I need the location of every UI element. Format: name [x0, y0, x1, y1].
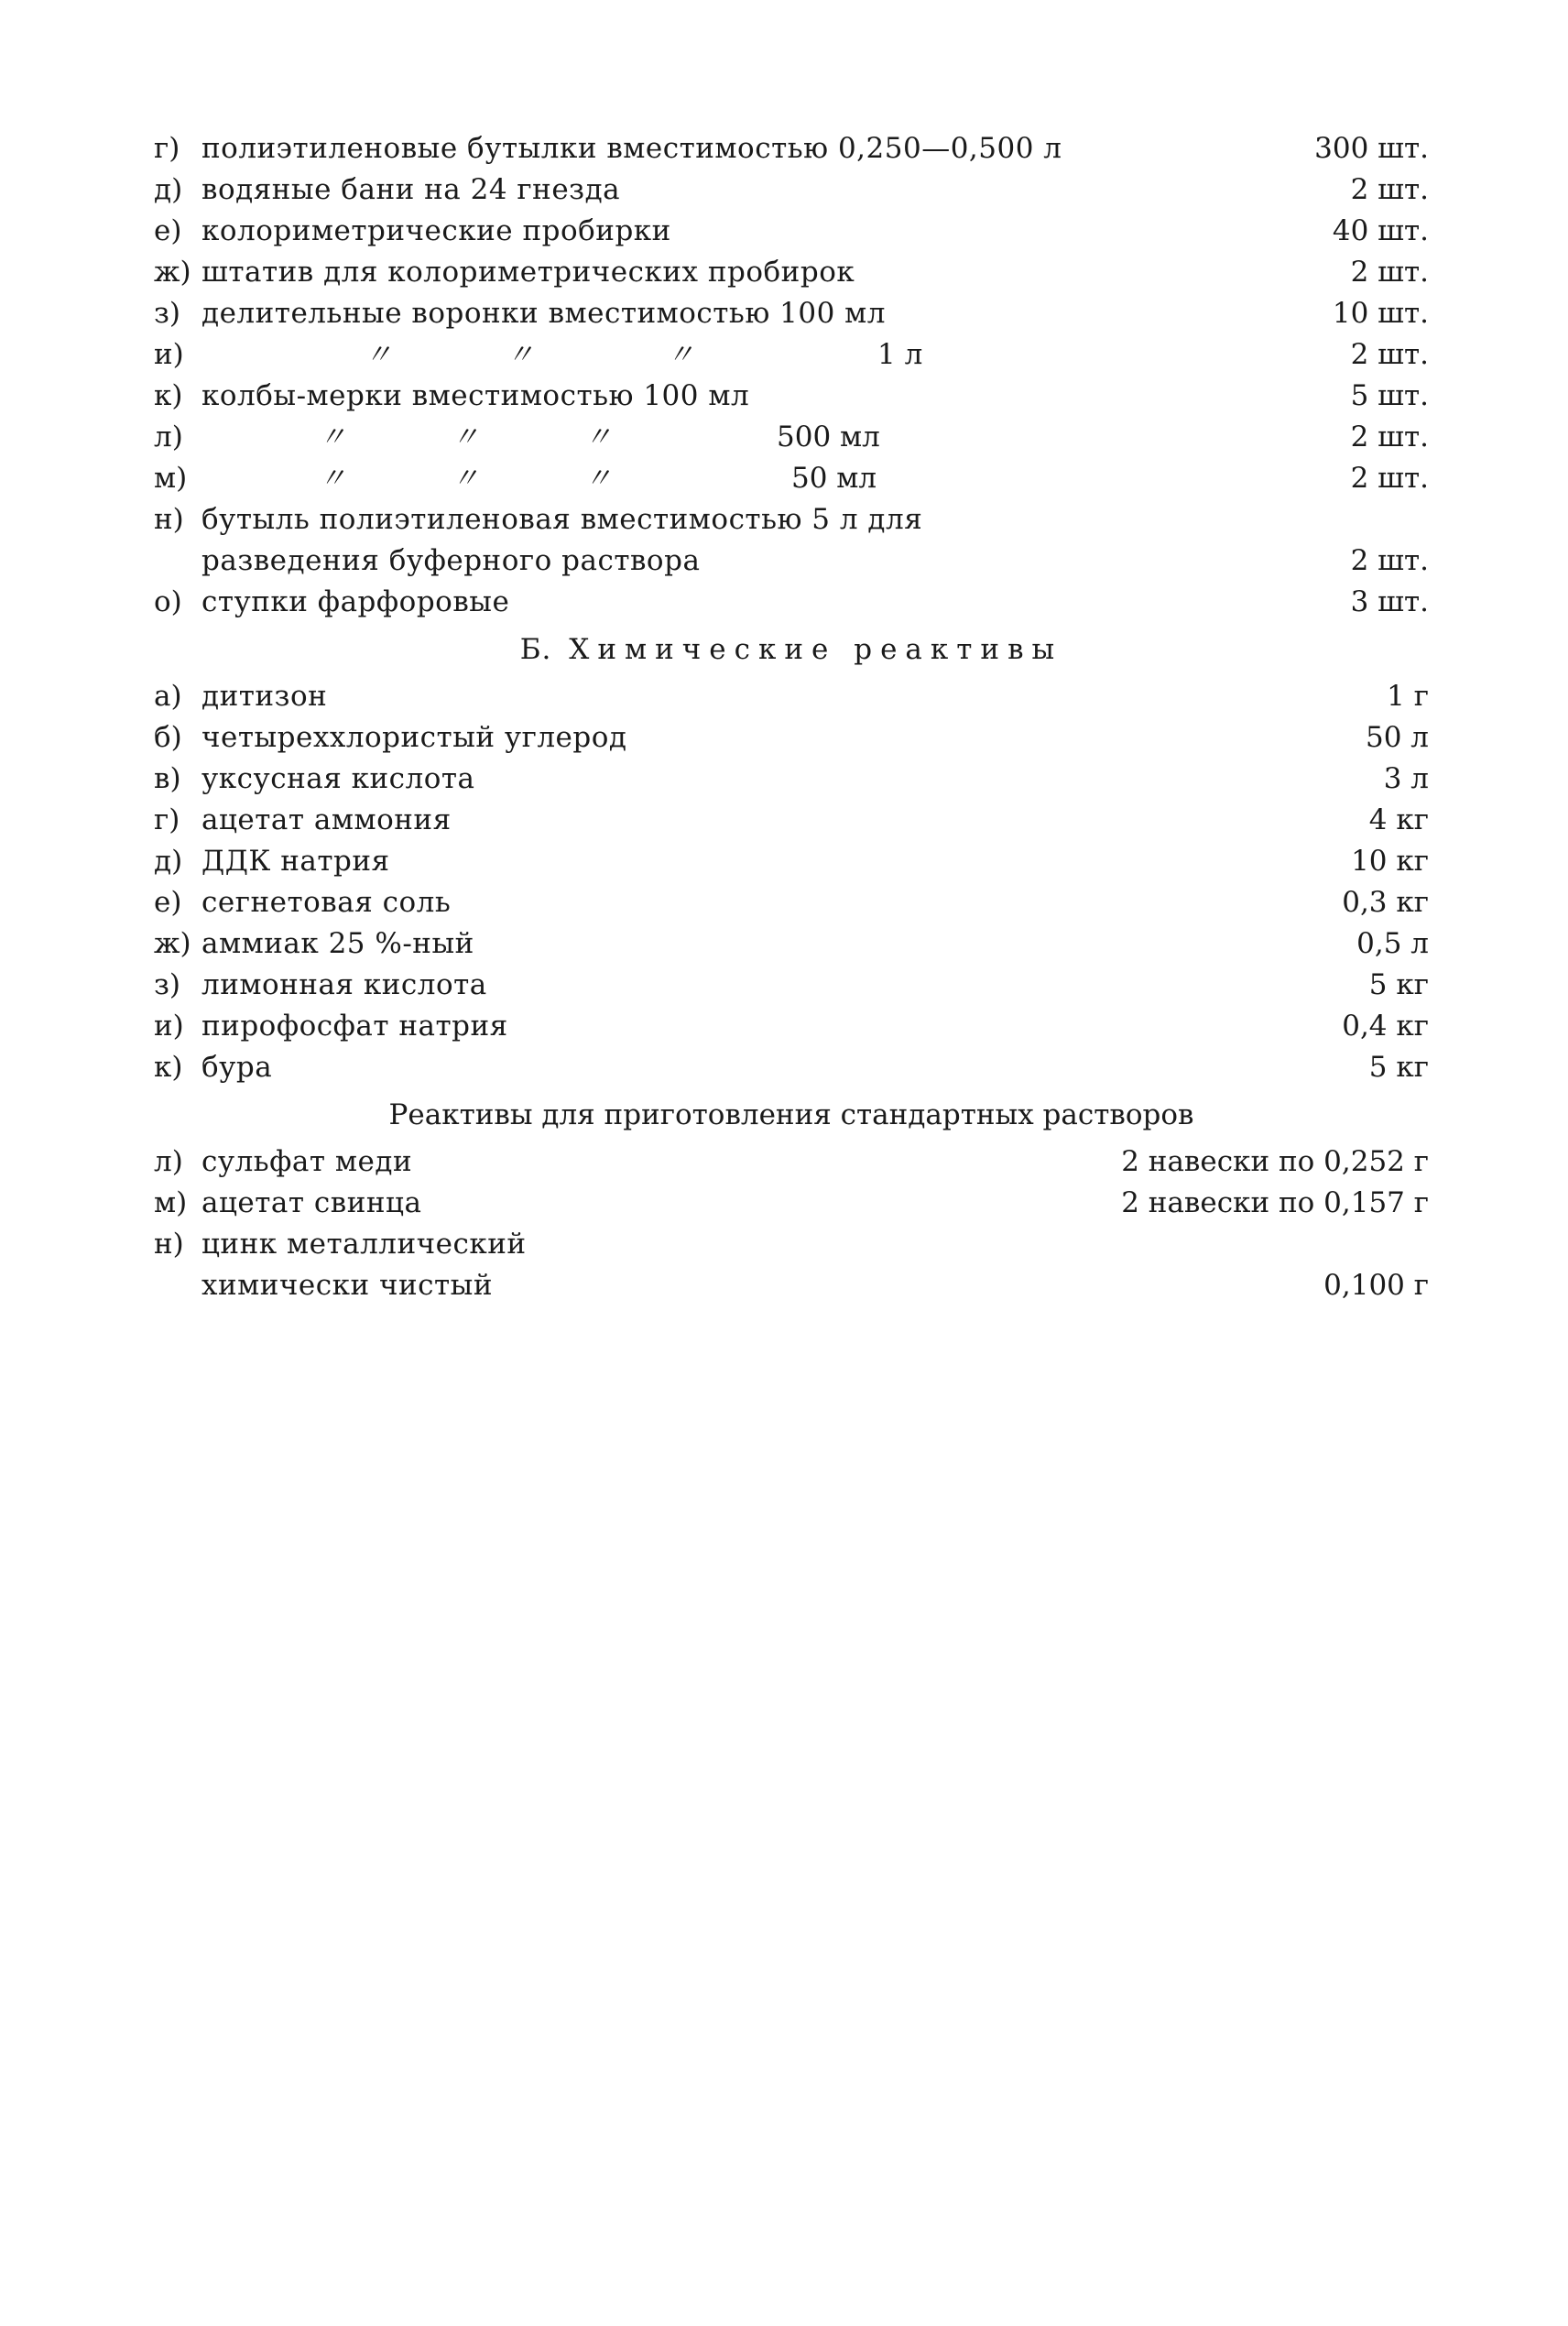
item-quantity: 2 шт.: [1350, 256, 1429, 289]
list-item: [154, 417, 1429, 458]
subsection-heading: Реактивы для приготовления стандартных растворов: [388, 1098, 1194, 1131]
list-item: [154, 759, 1429, 800]
item-text: четыреххлористый углерод: [201, 721, 627, 754]
ditto-mark: 〃: [452, 463, 479, 495]
item-text: ацетат свинца: [201, 1186, 422, 1219]
list-item: [154, 211, 1429, 252]
list-item: [154, 582, 1429, 623]
item-letter: е): [154, 214, 182, 247]
item-quantity: 2 шт.: [1350, 173, 1429, 206]
item-quantity: 0,100 г: [1323, 1269, 1429, 1302]
item-text: дитизон: [201, 680, 328, 713]
item-letter: з): [154, 297, 181, 330]
item-letter: г): [154, 803, 180, 836]
item-text: ДДК натрия: [201, 845, 390, 878]
item-volume: 1 л: [877, 338, 923, 371]
list-item: [154, 376, 1429, 417]
apparatus-list: [154, 128, 1429, 623]
item-quantity: 0,4 кг: [1342, 1010, 1429, 1043]
item-letter: и): [154, 338, 184, 371]
item-text: колориметрические пробирки: [201, 214, 671, 247]
item-text: водяные бани на 24 гнезда: [201, 173, 621, 206]
item-letter: з): [154, 968, 181, 1001]
ditto-mark: 〃: [584, 463, 612, 495]
item-text: пирофосфат натрия: [201, 1010, 508, 1043]
item-letter: ж): [154, 927, 191, 960]
item-quantity: 0,3 кг: [1342, 886, 1429, 919]
list-item: [154, 293, 1429, 334]
item-quantity: 1 г: [1387, 680, 1429, 713]
list-item: [154, 169, 1429, 211]
item-letter: е): [154, 886, 182, 919]
section-heading: [154, 623, 1429, 676]
list-item: [154, 458, 1429, 499]
item-letter: и): [154, 1010, 184, 1043]
reagents-list: [154, 676, 1429, 1088]
ditto-mark: 〃: [319, 463, 346, 495]
item-quantity: 5 кг: [1368, 1051, 1429, 1084]
item-letter: к): [154, 1051, 183, 1084]
item-quantity: 2 навески по 0,157 г: [1121, 1186, 1429, 1219]
item-text: химически чистый: [201, 1269, 494, 1302]
ditto-mark: 〃: [667, 339, 694, 371]
item-quantity: 10 кг: [1351, 845, 1429, 878]
item-quantity: 3 л: [1383, 762, 1429, 795]
list-item: [154, 965, 1429, 1006]
item-letter: б): [154, 721, 182, 754]
item-letter: д): [154, 845, 183, 878]
item-letter: а): [154, 680, 182, 713]
item-letter: н): [154, 503, 184, 536]
item-text: бутыль полиэтиленовая вместимостью 5 л для: [201, 503, 923, 536]
item-quantity: 2 шт.: [1350, 462, 1429, 495]
section-title: Химические реактивы: [569, 633, 1063, 666]
item-quantity: 2 шт.: [1350, 338, 1429, 371]
item-text: ступки фарфоровые: [201, 585, 510, 618]
item-letter: в): [154, 762, 181, 795]
item-quantity: 10 шт.: [1332, 297, 1429, 330]
item-text: сегнетовая соль: [201, 886, 452, 919]
item-letter: ж): [154, 256, 191, 289]
item-text: цинк металлический: [201, 1228, 527, 1261]
ditto-mark: 〃: [584, 421, 612, 453]
list-item: [154, 334, 1429, 376]
list-item: [154, 1047, 1429, 1088]
item-letter: к): [154, 379, 183, 412]
list-item: [154, 541, 1429, 582]
list-item: [154, 252, 1429, 293]
item-letter: г): [154, 132, 180, 165]
item-quantity: 2 шт.: [1350, 544, 1429, 577]
list-item: [154, 800, 1429, 841]
item-text: лимонная кислота: [201, 968, 487, 1001]
item-quantity: 2 шт.: [1350, 420, 1429, 453]
ditto-mark: 〃: [319, 421, 346, 453]
list-item: [154, 923, 1429, 965]
item-quantity: 5 кг: [1368, 968, 1429, 1001]
list-item: [154, 1265, 1429, 1306]
item-text: делительные воронки вместимостью 100 мл: [201, 297, 886, 330]
item-letter: м): [154, 462, 188, 495]
item-text: сульфат меди: [201, 1145, 413, 1178]
item-text: штатив для колориметрических пробирок: [201, 256, 855, 289]
item-text: ацетат аммония: [201, 803, 452, 836]
item-quantity: 4 кг: [1368, 803, 1429, 836]
section-prefix: Б.: [519, 633, 552, 666]
item-letter: о): [154, 585, 182, 618]
list-item: [154, 717, 1429, 759]
item-text: уксусная кислота: [201, 762, 475, 795]
list-item: [154, 1224, 1429, 1265]
item-quantity: 2 навески по 0,252 г: [1121, 1145, 1429, 1178]
item-letter: д): [154, 173, 183, 206]
list-item: [154, 1006, 1429, 1047]
item-text: колбы-мерки вместимостью 100 мл: [201, 379, 750, 412]
list-item: [154, 1141, 1429, 1183]
list-item: [154, 841, 1429, 882]
item-quantity: 40 шт.: [1332, 214, 1429, 247]
item-quantity: 0,5 л: [1356, 927, 1429, 960]
list-item: [154, 1183, 1429, 1224]
item-letter: л): [154, 420, 183, 453]
item-quantity: 3 шт.: [1350, 585, 1429, 618]
item-text: разведения буферного раствора: [201, 544, 701, 577]
item-quantity: 50 л: [1366, 721, 1429, 754]
item-volume: 500 мл: [777, 420, 880, 453]
item-quantity: 300 шт.: [1314, 132, 1429, 165]
list-item: [154, 676, 1429, 717]
document-page: [154, 128, 1429, 1306]
ditto-mark: 〃: [452, 421, 479, 453]
item-quantity: 5 шт.: [1350, 379, 1429, 412]
list-item: [154, 128, 1429, 169]
list-item: [154, 882, 1429, 923]
item-text: аммиак 25 %-ный: [201, 927, 474, 960]
item-letter: н): [154, 1228, 184, 1261]
item-volume: 50 мл: [791, 462, 877, 495]
ditto-mark: 〃: [365, 339, 392, 371]
item-letter: м): [154, 1186, 188, 1219]
standards-list: [154, 1141, 1429, 1306]
ditto-mark: 〃: [506, 339, 534, 371]
list-item: [154, 499, 1429, 541]
item-letter: л): [154, 1145, 183, 1178]
item-text: бура: [201, 1051, 273, 1084]
item-text: полиэтиленовые бутылки вместимостью 0,250—0,500 л: [201, 132, 1062, 165]
